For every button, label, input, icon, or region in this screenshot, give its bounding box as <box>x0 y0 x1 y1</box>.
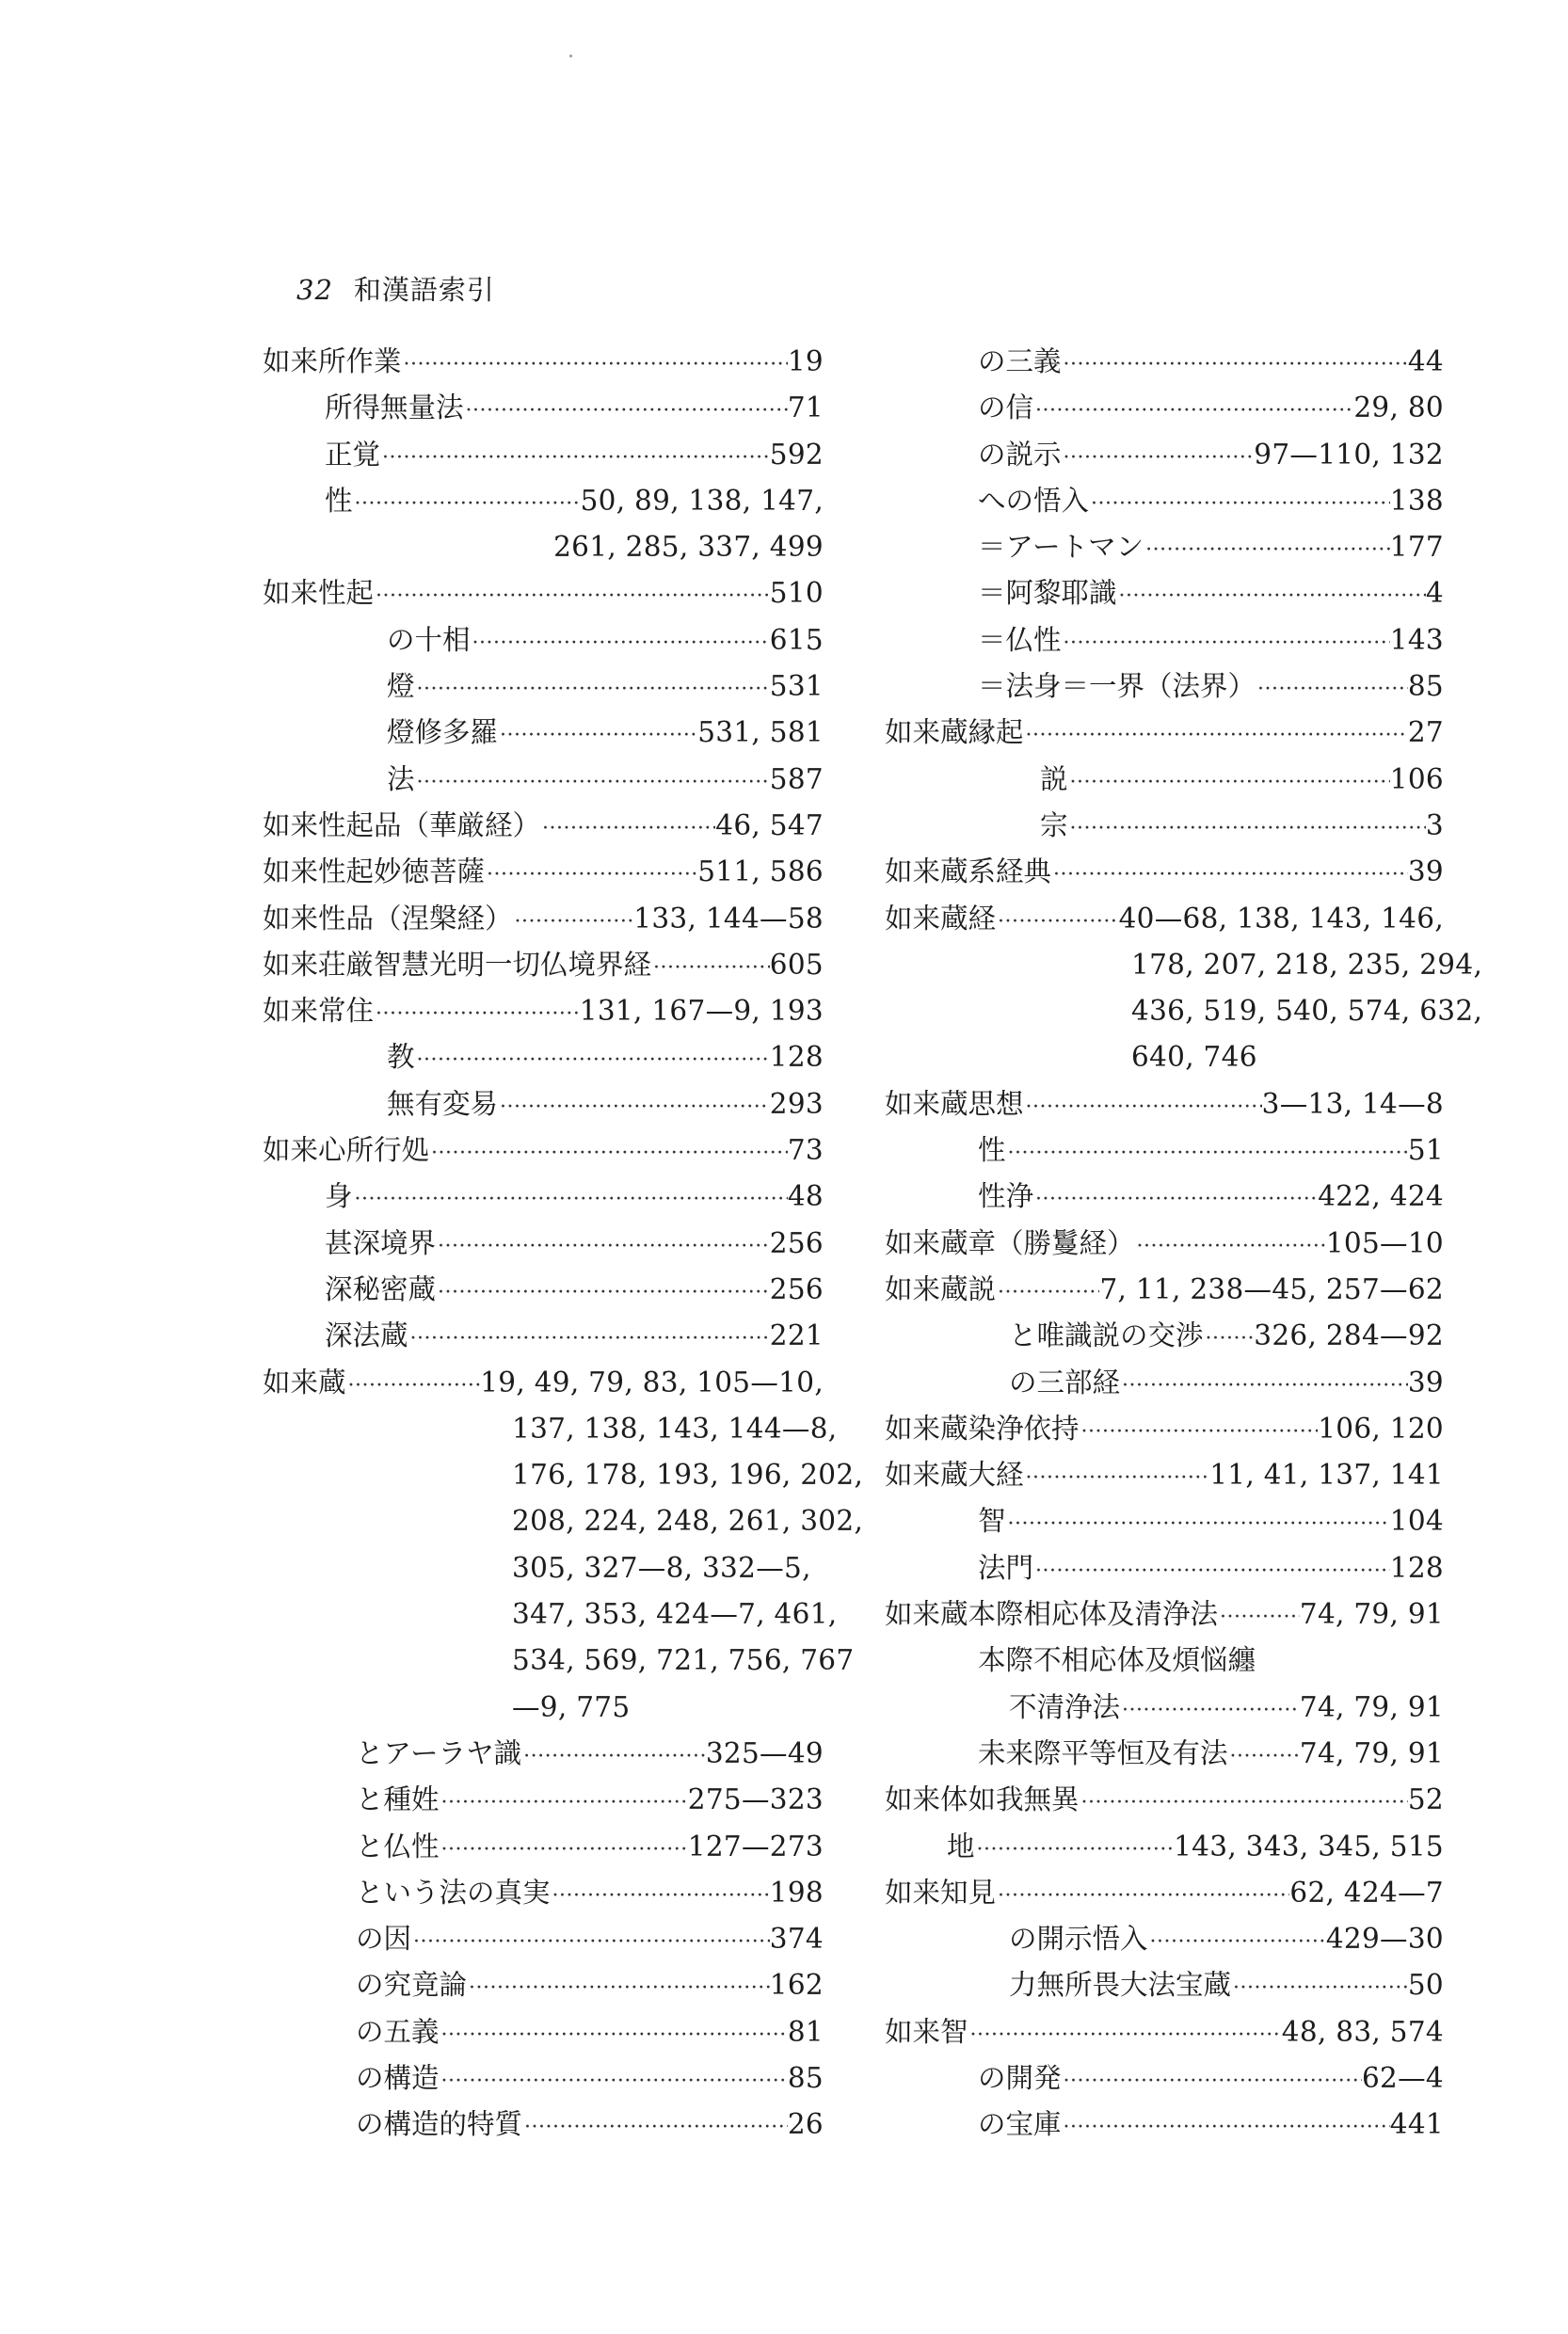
page-references: 85 <box>1407 670 1444 703</box>
index-term: の因 <box>356 1923 412 1956</box>
index-entry <box>263 1034 824 1080</box>
index-term: 身 <box>325 1180 353 1213</box>
page-references: 198 <box>769 1876 824 1909</box>
dot-leader <box>968 2012 1282 2058</box>
index-entry <box>263 1081 824 1127</box>
index-entry <box>885 385 1444 431</box>
index-term: ＝仏性 <box>978 623 1062 656</box>
paper-speck <box>569 55 572 57</box>
index-entry <box>885 849 1444 895</box>
index-term: 如来蔵本際相応体及清浄法 <box>885 1598 1219 1631</box>
index-term: 如来蔵大経 <box>885 1459 1024 1492</box>
index-term: 如来性品（涅槃経） <box>263 902 513 935</box>
index-term: の宝庫 <box>978 2108 1062 2141</box>
page-references: 29, 80 <box>1353 392 1444 424</box>
index-term: 宗 <box>1040 808 1068 841</box>
index-entry <box>263 849 824 895</box>
index-entry <box>263 432 824 478</box>
index-term: 如来智 <box>885 2015 968 2048</box>
page-references: 26 <box>787 2108 824 2141</box>
dot-leader <box>440 2058 788 2104</box>
index-term: への悟入 <box>978 484 1090 517</box>
index-entry <box>885 478 1444 524</box>
page-references: 105—10 <box>1325 1226 1444 1259</box>
index-term: 如来知見 <box>885 1876 997 1909</box>
dot-leader <box>551 1873 770 1919</box>
index-term: ＝法身＝一界（法界） <box>978 670 1256 703</box>
dot-leader <box>1089 481 1390 527</box>
dot-leader <box>1148 1919 1326 1965</box>
page-references: 51 <box>1407 1134 1444 1167</box>
dot-leader <box>415 666 770 712</box>
index-entry <box>885 803 1444 849</box>
index-term: 如来蔵縁起 <box>885 716 1024 749</box>
index-term: 未来際平等恒及有法 <box>978 1736 1228 1769</box>
index-term: 如来性起品（華厳経） <box>263 808 541 841</box>
page-references: 39 <box>1407 1366 1444 1399</box>
page-references: 44 <box>1407 345 1444 377</box>
index-entry <box>885 1127 1444 1174</box>
page-references: 531, 581 <box>697 716 824 749</box>
index-term: 力無所畏大法宝蔵 <box>1009 1969 1232 2002</box>
index-term: の十相 <box>387 623 471 656</box>
page-references: 326, 284—92 <box>1254 1319 1444 1352</box>
index-entry <box>885 1962 1444 2008</box>
dot-leader <box>498 712 697 759</box>
page-references: 275—323 <box>687 1783 824 1816</box>
index-term: の究竟論 <box>356 1969 468 2002</box>
index-entry <box>885 432 1444 478</box>
dot-leader <box>1256 666 1408 712</box>
dot-leader <box>513 899 634 945</box>
dot-leader <box>471 620 770 666</box>
index-entry <box>885 617 1444 663</box>
page-references: 592 <box>769 438 824 471</box>
page-references: 40—68, 138, 143, 146, <box>1118 902 1444 935</box>
index-entry <box>263 478 824 524</box>
dot-leader <box>380 435 770 481</box>
index-entry <box>263 757 824 803</box>
index-term: 燈 <box>387 670 415 703</box>
running-header <box>296 269 495 308</box>
dot-leader <box>440 2012 788 2058</box>
page-references: 131, 167—9, 193 <box>579 995 824 1028</box>
page-references: 605 <box>769 948 824 981</box>
page-references: 256 <box>769 1272 824 1305</box>
dot-leader <box>436 1270 770 1316</box>
page-references: 7, 11, 238—45, 257—62 <box>1099 1272 1444 1305</box>
dot-leader <box>1120 1687 1300 1734</box>
dot-leader <box>346 1363 481 1409</box>
index-entry <box>885 1221 1444 1267</box>
page-references: 138 <box>1389 484 1444 517</box>
page-references: 127—273 <box>687 1830 824 1862</box>
page-references: 177 <box>1389 531 1444 564</box>
dot-leader <box>1062 435 1255 481</box>
index-entry <box>263 2102 824 2148</box>
index-term: 深秘密蔵 <box>325 1272 437 1305</box>
dot-leader <box>498 1084 770 1130</box>
dot-leader <box>436 1223 770 1270</box>
index-entry <box>885 757 1444 803</box>
index-entry <box>263 1824 824 1870</box>
dot-leader <box>1228 1734 1300 1780</box>
index-entry <box>885 1452 1444 1498</box>
index-column-right <box>885 339 1483 2149</box>
page-references: 133, 144—58 <box>633 902 824 935</box>
index-entry <box>263 385 824 431</box>
index-entry <box>885 1174 1444 1220</box>
index-term: 如来蔵 <box>263 1366 346 1399</box>
index-term: 正覚 <box>325 438 381 471</box>
index-term: と仏性 <box>356 1830 440 1862</box>
page-references: 4 <box>1425 577 1444 610</box>
page-references: 511, 586 <box>697 855 824 888</box>
page-references: 48 <box>787 1180 824 1213</box>
page-references: 19, 49, 79, 83, 105—10, <box>480 1366 824 1399</box>
page-references: 106, 120 <box>1318 1412 1444 1445</box>
dot-leader <box>464 388 788 434</box>
index-entry <box>263 1127 824 1174</box>
dot-leader <box>415 1037 770 1083</box>
running-title: 和漢語索引 <box>353 274 495 306</box>
dot-leader <box>1024 1084 1262 1130</box>
index-entry <box>263 1360 824 1406</box>
index-term: 甚深境界 <box>325 1226 437 1259</box>
index-term: 如来体如我無異 <box>885 1783 1080 1816</box>
index-entry <box>263 896 824 942</box>
dot-leader <box>1080 1409 1319 1455</box>
page-references: 73 <box>787 1134 824 1167</box>
index-entry <box>885 710 1444 756</box>
index-term: 深法蔵 <box>325 1319 408 1352</box>
page-references: 62—4 <box>1361 2061 1444 2094</box>
page-references: 143 <box>1389 623 1444 656</box>
page-references: 510 <box>769 577 824 610</box>
index-term: 所得無量法 <box>325 392 464 424</box>
index-term: の三部経 <box>1009 1366 1121 1399</box>
dot-leader <box>374 991 580 1037</box>
page-references: 256 <box>769 1226 824 1259</box>
index-entry <box>263 1221 824 1267</box>
page-references-continued: 347, 353, 424—7, 461, <box>512 1598 838 1631</box>
index-term: 智 <box>978 1505 1006 1538</box>
dot-leader <box>1033 388 1353 434</box>
dot-leader <box>429 1130 788 1176</box>
page-references: 11, 41, 137, 141 <box>1209 1459 1444 1492</box>
index-column-left <box>263 339 864 2149</box>
page-references: 74, 79, 91 <box>1299 1736 1444 1769</box>
index-entry <box>885 1406 1444 1452</box>
index-entry <box>885 1870 1444 1916</box>
index-entry <box>263 942 824 988</box>
page-references-continued: 178, 207, 218, 235, 294, <box>1131 948 1483 981</box>
page-references: 615 <box>769 623 824 656</box>
page-references-continued: 640, 746 <box>1131 1041 1257 1074</box>
index-entry <box>885 2102 1444 2148</box>
page-references-continued: —9, 775 <box>512 1690 631 1723</box>
index-entry <box>263 663 824 710</box>
page-references: 74, 79, 91 <box>1299 1690 1444 1723</box>
page-references: 104 <box>1389 1505 1444 1538</box>
index-term: と種姓 <box>356 1783 440 1816</box>
index-entry <box>885 1916 1444 1962</box>
dot-leader <box>1204 1316 1255 1362</box>
page-references: 441 <box>1389 2108 1444 2141</box>
index-term: 如来蔵系経典 <box>885 855 1052 888</box>
index-entry <box>263 1174 824 1220</box>
index-entry <box>263 803 824 849</box>
dot-leader <box>521 1734 706 1780</box>
dot-leader <box>1062 2104 1390 2150</box>
dot-leader <box>522 2104 788 2150</box>
index-entry <box>885 1591 1444 1638</box>
page-references: 97—110, 132 <box>1254 438 1444 471</box>
dot-leader <box>1117 573 1426 619</box>
page-references-continued: 305, 327—8, 332—5, <box>512 1551 811 1584</box>
dot-leader <box>353 481 581 527</box>
dot-leader <box>996 899 1119 945</box>
dot-leader <box>996 1270 1099 1316</box>
index-term: 如来蔵経 <box>885 902 997 935</box>
index-term: の構造 <box>356 2061 440 2094</box>
index-entry <box>885 1638 1444 1684</box>
dot-leader <box>1135 1223 1326 1270</box>
page-references-continued: 176, 178, 193, 196, 202, <box>512 1459 864 1492</box>
page-references: 293 <box>769 1087 824 1120</box>
index-entry <box>885 1545 1444 1591</box>
index-term: 如来蔵思想 <box>885 1087 1024 1120</box>
dot-leader <box>1051 852 1408 898</box>
index-term: と唯識説の交渉 <box>1009 1319 1204 1352</box>
index-term: ＝アートマン <box>978 531 1144 564</box>
page-references: 143, 343, 345, 515 <box>1174 1830 1444 1862</box>
page-references: 162 <box>769 1969 824 2002</box>
index-entry <box>263 1916 824 1962</box>
page-references-continued: 137, 138, 143, 144—8, <box>512 1412 838 1445</box>
index-term: 如来性起 <box>263 577 375 610</box>
dot-leader <box>1024 712 1408 759</box>
index-term: 説 <box>1040 762 1068 795</box>
dot-leader <box>485 852 697 898</box>
page-references: 429—30 <box>1325 1923 1444 1956</box>
dot-leader <box>1062 2058 1362 2104</box>
index-term: の開発 <box>978 2061 1062 2094</box>
index-term: という法の真実 <box>356 1876 551 1909</box>
dot-leader <box>1068 806 1426 852</box>
index-entry <box>885 1498 1444 1544</box>
index-entry <box>885 2009 1444 2055</box>
page-references: 422, 424 <box>1318 1180 1444 1213</box>
index-term: の五義 <box>356 2015 440 2048</box>
index-term: ＝阿黎耶識 <box>978 577 1117 610</box>
page-references: 221 <box>769 1319 824 1352</box>
page-references: 531 <box>769 670 824 703</box>
index-term: の開示悟入 <box>1009 1923 1148 1956</box>
page-references-continued: 534, 569, 721, 756, 767 <box>512 1644 855 1677</box>
dot-leader <box>408 1316 770 1362</box>
index-term: 本際不相応体及煩悩纏 <box>978 1644 1256 1677</box>
dot-leader <box>1006 1501 1390 1547</box>
index-term: とアーラヤ識 <box>356 1736 522 1769</box>
page-references: 74, 79, 91 <box>1299 1598 1444 1631</box>
index-term: 性浄 <box>978 1180 1034 1213</box>
dot-leader <box>415 759 770 806</box>
index-entry <box>263 1267 824 1313</box>
index-term: 如来性起妙徳菩薩 <box>263 855 486 888</box>
page-references: 27 <box>1407 716 1444 749</box>
page-references: 81 <box>787 2015 824 2048</box>
index-entry <box>263 570 824 616</box>
index-entry <box>263 1962 824 2008</box>
page-references: 374 <box>769 1923 824 1956</box>
index-entry <box>263 2055 824 2102</box>
dot-leader <box>1218 1594 1300 1640</box>
index-term: 不清浄法 <box>1009 1690 1121 1723</box>
dot-leader <box>374 573 770 619</box>
page-references: 71 <box>787 392 824 424</box>
page-references-continued: 436, 519, 540, 574, 632, <box>1131 995 1483 1028</box>
index-term: の説示 <box>978 438 1062 471</box>
page-references: 46, 547 <box>715 808 824 841</box>
dot-leader <box>467 1965 770 2011</box>
page-references: 48, 83, 574 <box>1281 2015 1444 2048</box>
dot-leader <box>651 945 770 991</box>
index-term: 法門 <box>978 1551 1034 1584</box>
index-term: 如来蔵染浄依持 <box>885 1412 1080 1445</box>
dot-leader <box>1068 759 1390 806</box>
dot-leader <box>1062 620 1390 666</box>
dot-leader <box>1062 342 1408 388</box>
index-entry <box>263 1313 824 1359</box>
index-term: 教 <box>387 1041 415 1074</box>
index-term: 性 <box>325 484 353 517</box>
index-term: 無有変易 <box>387 1087 499 1120</box>
index-entry <box>885 1824 1444 1870</box>
dot-leader <box>540 806 715 852</box>
index-term: 如来常住 <box>263 995 375 1028</box>
dot-leader <box>440 1827 688 1873</box>
index-term: 性 <box>978 1134 1006 1167</box>
index-entry <box>885 1267 1444 1313</box>
index-term: 如来蔵説 <box>885 1272 997 1305</box>
index-term: の信 <box>978 392 1034 424</box>
page-references: 52 <box>1407 1783 1444 1816</box>
dot-leader <box>1231 1965 1408 2011</box>
index-entry <box>885 663 1444 710</box>
dot-leader <box>975 1827 1175 1873</box>
index-entry <box>885 1685 1444 1731</box>
dot-leader <box>353 1176 788 1223</box>
index-term: の構造的特質 <box>356 2108 523 2141</box>
page-references: 128 <box>1389 1551 1444 1584</box>
index-entry <box>263 339 824 385</box>
index-term: 如来所作業 <box>263 345 402 377</box>
dot-leader <box>1144 527 1390 573</box>
index-term: 法 <box>387 762 415 795</box>
page-references: 587 <box>769 762 824 795</box>
index-term: 地 <box>947 1830 975 1862</box>
index-entry <box>885 2055 1444 2102</box>
index-term: 如来荘厳智慧光明一切仏境界経 <box>263 948 652 981</box>
index-entry <box>885 524 1444 570</box>
index-entry <box>263 1777 824 1823</box>
page-number: 32 <box>296 274 333 306</box>
index-entry <box>885 570 1444 616</box>
page-references-continued: 261, 285, 337, 499 <box>553 531 824 564</box>
index-entry <box>263 2009 824 2055</box>
page-references-continued: 208, 224, 248, 261, 302, <box>512 1505 864 1538</box>
page-references: 106 <box>1389 762 1444 795</box>
index-term: 如来蔵章（勝鬘経） <box>885 1226 1135 1259</box>
index-entry <box>263 988 824 1034</box>
dot-leader <box>440 1780 688 1826</box>
page-references: 3—13, 14—8 <box>1261 1087 1444 1120</box>
dot-leader <box>996 1873 1289 1919</box>
page-references: 128 <box>769 1041 824 1074</box>
index-term: 燈修多羅 <box>387 716 499 749</box>
page-references: 50 <box>1407 1969 1444 2002</box>
page-references: 85 <box>787 2061 824 2094</box>
index-entry <box>885 1313 1444 1359</box>
page-references: 50, 89, 138, 147, <box>580 484 824 517</box>
dot-leader <box>1120 1363 1408 1409</box>
page-references: 325—49 <box>705 1736 824 1769</box>
dot-leader <box>1080 1780 1408 1826</box>
dot-leader <box>1006 1130 1408 1176</box>
index-entry <box>885 896 1444 942</box>
dot-leader <box>1033 1176 1318 1223</box>
index-entry <box>263 1731 824 1777</box>
dot-leader <box>411 1919 770 1965</box>
index-entry <box>263 710 824 756</box>
index-entry <box>263 1870 824 1916</box>
page-references: 3 <box>1425 808 1444 841</box>
page-references: 19 <box>787 345 824 377</box>
index-term: の三義 <box>978 345 1062 377</box>
index-entry <box>263 617 824 663</box>
page-references: 62, 424—7 <box>1289 1876 1444 1909</box>
index-entry <box>885 1777 1444 1823</box>
dot-leader <box>1024 1455 1210 1501</box>
index-term: 如来心所行処 <box>263 1134 430 1167</box>
index-entry <box>885 1360 1444 1406</box>
dot-leader <box>402 342 788 388</box>
page-references: 39 <box>1407 855 1444 888</box>
index-entry <box>885 1081 1444 1127</box>
index-entry <box>885 1731 1444 1777</box>
dot-leader <box>1033 1548 1390 1594</box>
index-entry <box>885 339 1444 385</box>
